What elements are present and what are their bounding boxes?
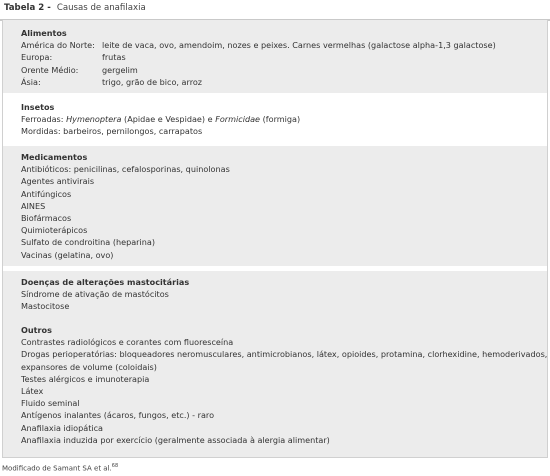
list-item: Vacinas (gelatina, ovo)	[21, 249, 114, 260]
list-item: Anafilaxia induzida por exercício (geralmente associada à alergia alimentar)	[21, 434, 330, 445]
list-item: AINES	[21, 200, 46, 211]
footnote	[2, 463, 118, 472]
section-medicamentos	[3, 146, 547, 266]
list-item: Antifúngicos	[21, 188, 72, 199]
region-value: gergelim	[102, 64, 138, 75]
text-span-italic: Hymenoptera	[66, 114, 122, 125]
list-item: Antibióticos: penicilinas, cefalosporinas, quinolonas	[21, 164, 230, 175]
region-label: Ásia:	[21, 76, 41, 87]
section-title: Doenças de alterações mastocitárias	[21, 277, 190, 287]
section-title: Alimentos	[21, 28, 67, 38]
list-item: Látex	[21, 385, 44, 396]
list-item: Biofármacos	[21, 212, 72, 223]
table-row	[21, 64, 547, 76]
list-item: Anafilaxia idiopática	[21, 422, 104, 433]
list-item: Contrastes radiológicos e corantes com fluoresceína	[21, 337, 234, 348]
section-title: Outros	[21, 325, 52, 335]
region-label: Orente Médio:	[21, 64, 79, 75]
table-label: Tabela 2 -	[4, 3, 51, 13]
table-header	[0, 0, 550, 21]
list-item: expansores de volume (coloidais)	[21, 361, 157, 372]
region-label: Europa:	[21, 52, 53, 63]
table-frame	[2, 20, 548, 458]
section-insetos	[3, 98, 547, 146]
text-span: (formiga)	[260, 114, 301, 125]
list-item: Antígenos inalantes (ácaros, fungos, etc.) - raro	[21, 410, 215, 421]
footnote-text: Modificado de Samant SA et al.	[2, 464, 112, 473]
table-row	[21, 51, 547, 63]
table-title: Causas de anafilaxia	[56, 3, 146, 13]
list-item: Quimioterápicos	[21, 225, 88, 236]
list-item: Drogas perioperatórias: bloqueadores neromusculares, antimicrobianos, látex, opioides, protamina, clorhexidine, hemoderivados,	[21, 349, 548, 360]
section-title: Medicamentos	[21, 152, 88, 162]
text-span: Ferroadas:	[21, 114, 67, 125]
list-item: Agentes antivirais	[21, 176, 95, 187]
section-title: Insetos	[21, 102, 55, 112]
table-row	[21, 76, 547, 88]
footnote-ref: 68	[111, 463, 119, 469]
list-item: Sulfato de condroitina (heparina)	[21, 237, 156, 248]
region-value: trigo, grão de bico, arroz	[102, 76, 203, 87]
section-alimentos	[3, 20, 547, 93]
list-item: Síndrome de ativação de mastócitos	[21, 289, 169, 300]
section-doencas	[3, 271, 547, 320]
list-item	[21, 113, 547, 125]
region-label: América do Norte:	[21, 40, 95, 51]
list-item: Mordidas: barbeiros, pernilongos, carrapatos	[21, 126, 203, 137]
text-span: (Apidae e Vespidae) e	[121, 114, 216, 125]
section-outros	[3, 320, 547, 457]
table-row	[21, 39, 547, 51]
list-item: Mastocitose	[21, 301, 70, 312]
list-item: Testes alérgicos e imunoterapia	[21, 373, 150, 384]
region-value: frutas	[102, 52, 126, 63]
text-span-italic: Formicidae	[215, 114, 261, 125]
region-value: leite de vaca, ovo, amendoim, nozes e peixes. Carnes vermelhas (galactose alpha-1,3 galactose)	[102, 40, 496, 51]
list-item: Fluido seminal	[21, 398, 80, 409]
